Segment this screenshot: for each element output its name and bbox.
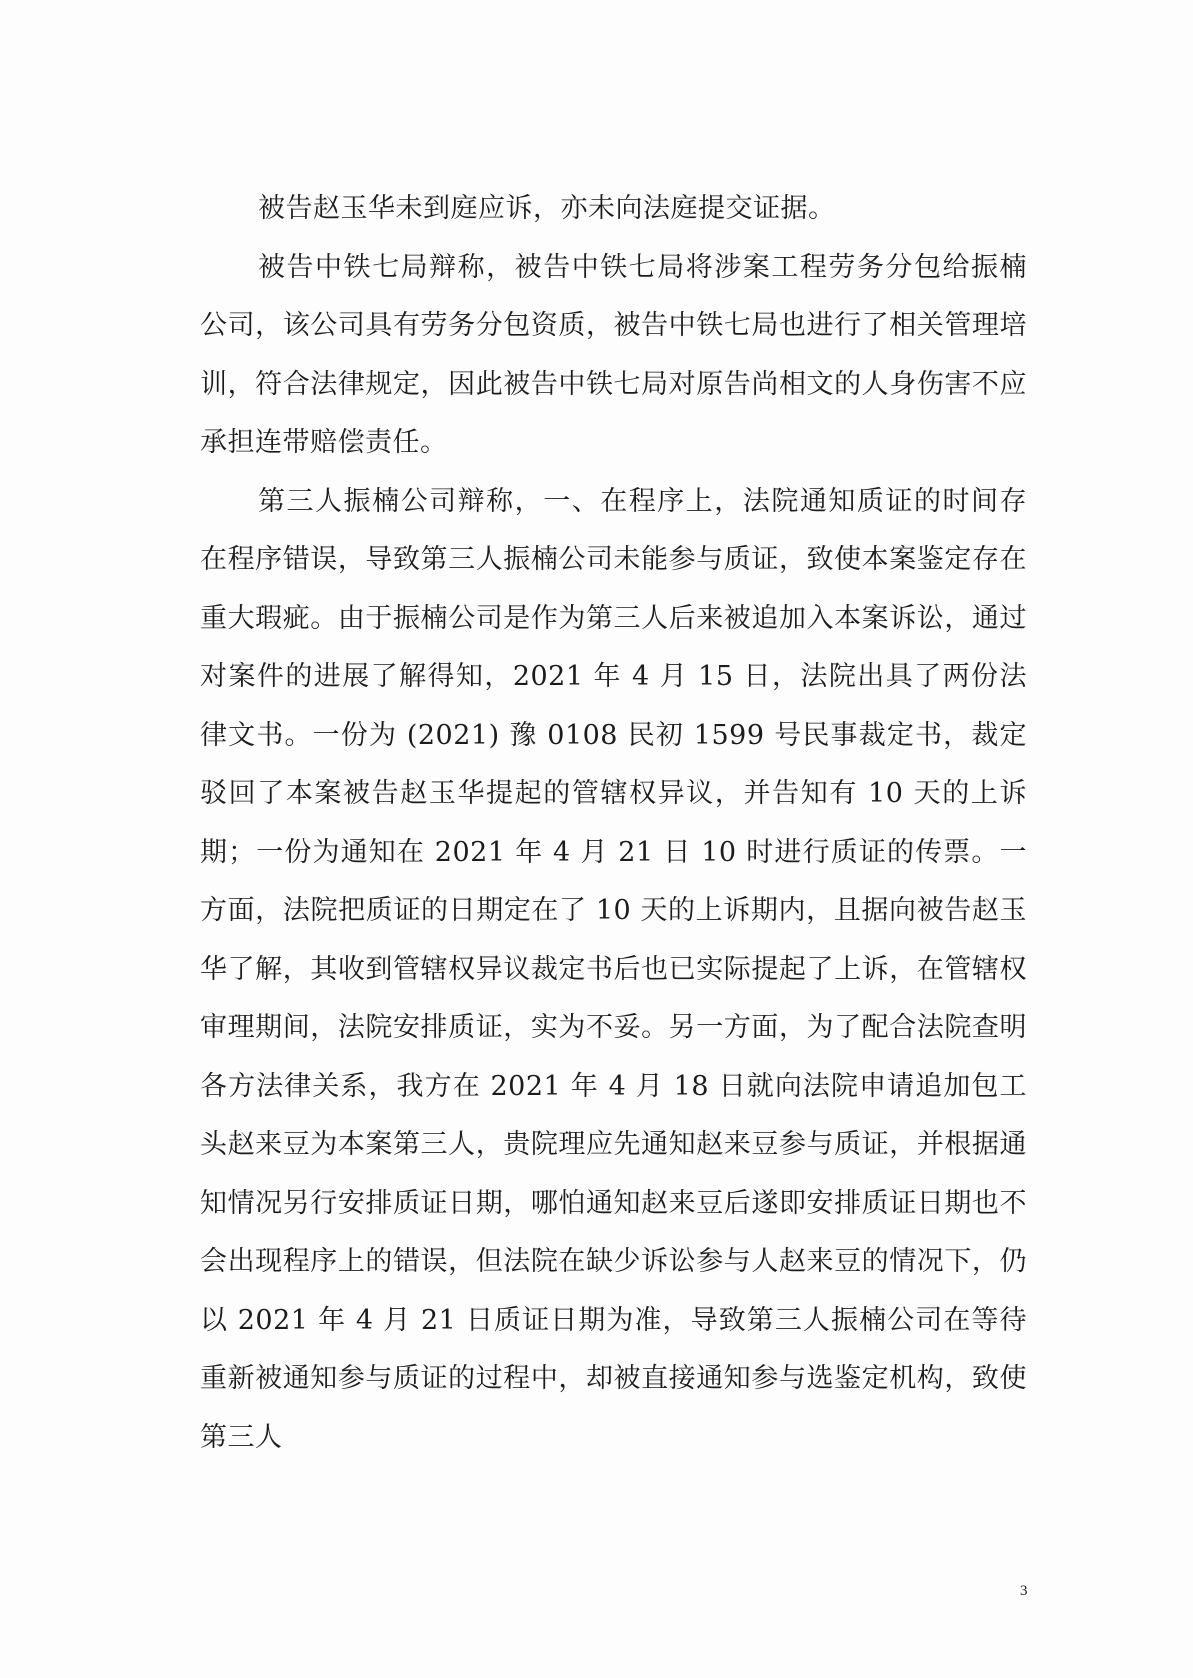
page-number: 3 <box>1020 1583 1028 1599</box>
document-body <box>200 180 1027 1467</box>
paragraph-third-party-zhennan-defense: 第三人振楠公司辩称，一、在程序上，法院通知质证的时间存在程序错误，导致第三人振楠公司未能参与质证，致使本案鉴定存在重大瑕疵。由于振楠公司是作为第三人后来被追加入本案诉讼，通过对案件的进展了解得知，2021 年 4 月 15 日，法院出具了两份法律文书。一份为 (2021) 豫 0108 民初 1599 号民事裁定书，裁定驳回了本案被告赵玉华提起的管辖权异议，并告知有 10 天的上诉期；一份为通知在 2021 年 4 月 21 日 10 时进行质证的传票。一方面，法院把质证的日期定在了 10 天的上诉期内，且据向被告赵玉华了解，其收到管辖权异议裁定书后也已实际提起了上诉，在管辖权审理期间，法院安排质证，实为不妥。另一方面，为了配合法院查明各方法律关系，我方在 2021 年 4 月 18 日就向法院申请追加包工头赵来豆为本案第三人，贵院理应先通知赵来豆参与质证，并根据通知情况另行安排质证日期，哪怕通知赵来豆后遂即安排质证日期也不会出现程序上的错误，但法院在缺少诉讼参与人赵来豆的情况下，仍以 2021 年 4 月 21 日质证日期为准，导致第三人振楠公司在等待重新被通知参与质证的过程中，却被直接通知参与选鉴定机构，致使第三人 <box>200 485 1027 1453</box>
paragraph-defendant-crec7-defense: 被告中铁七局辩称，被告中铁七局将涉案工程劳务分包给振楠公司，该公司具有劳务分包资质，被告中铁七局也进行了相关管理培训，符合法律规定，因此被告中铁七局对原告尚相文的人身伤害不应承担连带赔偿责任。 <box>200 251 1027 458</box>
paragraph-defendant-zhao-absent: 被告赵玉华未到庭应诉，亦未向法庭提交证据。 <box>258 193 836 224</box>
